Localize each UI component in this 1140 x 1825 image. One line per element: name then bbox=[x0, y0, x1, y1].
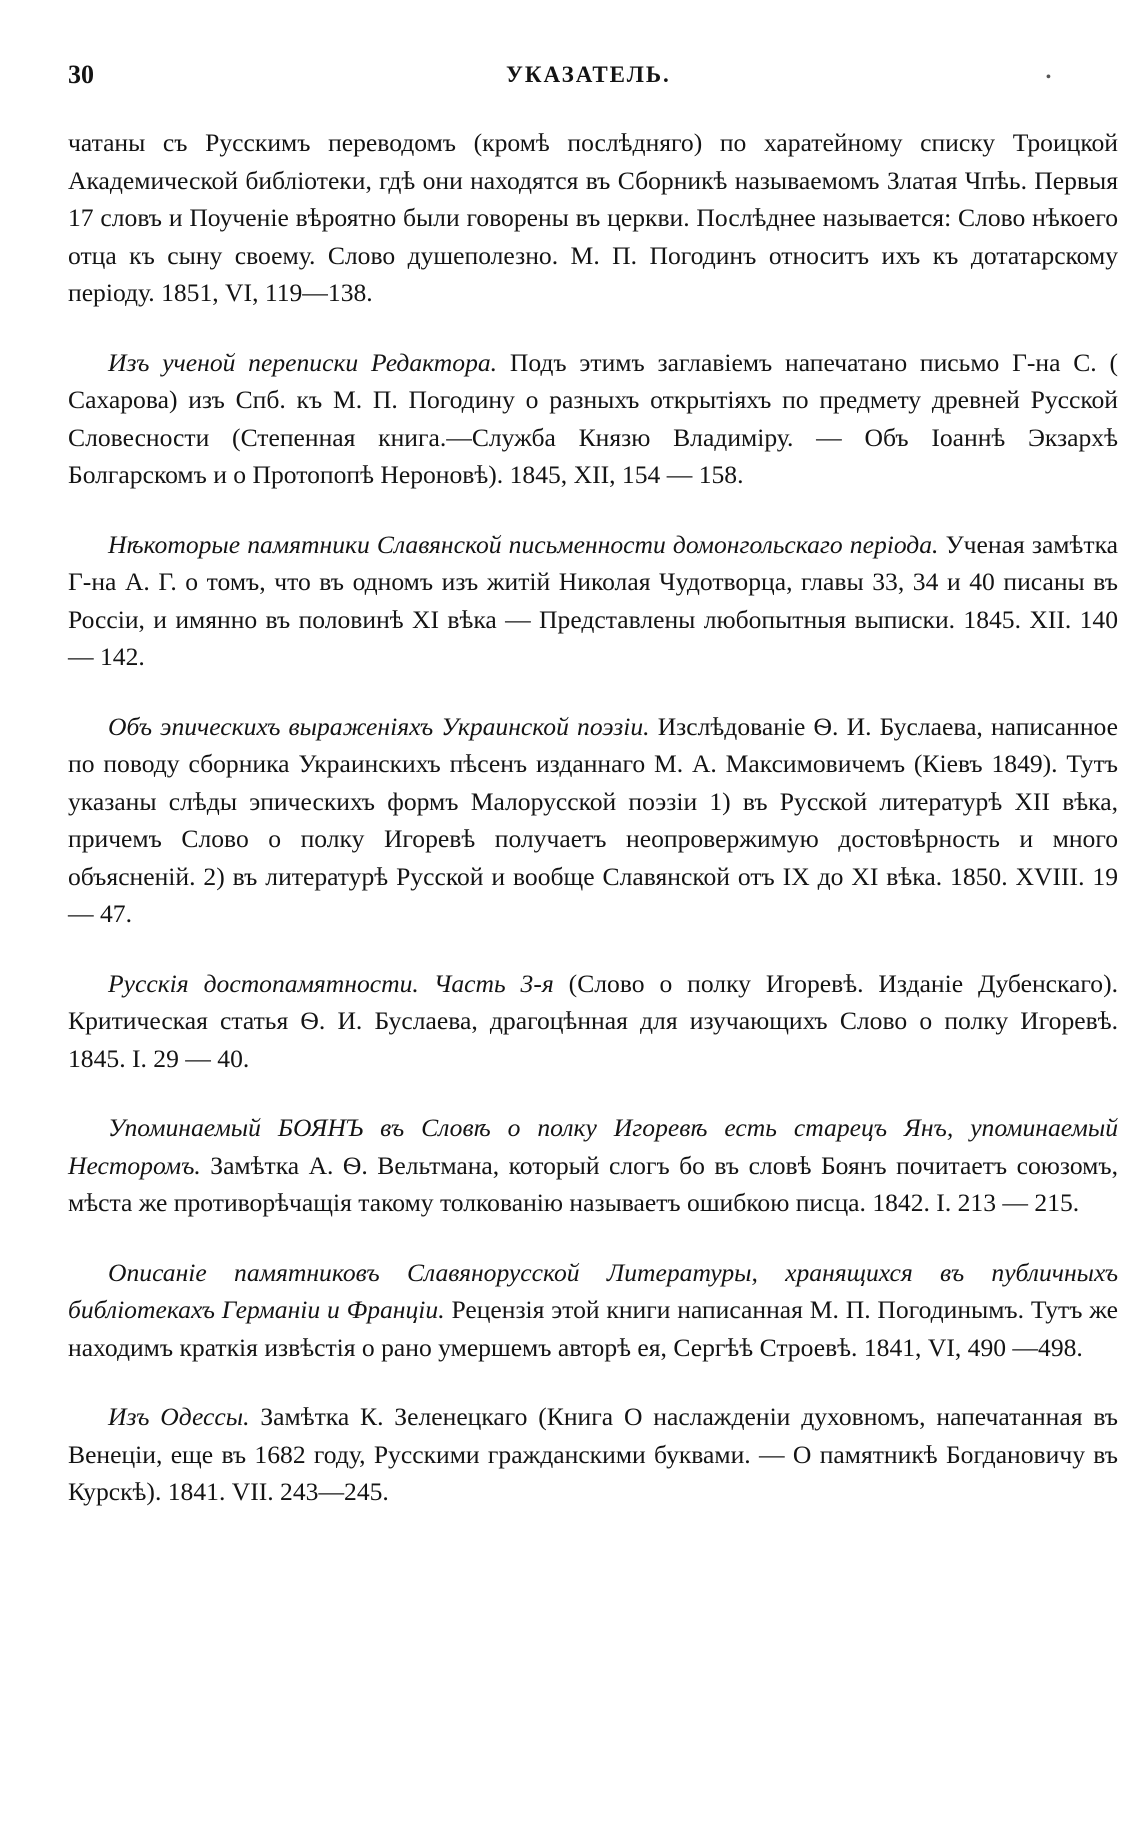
entry-paragraph bbox=[68, 965, 1118, 1078]
entry-paragraph bbox=[68, 124, 1118, 312]
page-number: 30 bbox=[68, 60, 94, 89]
entry-title: Упоминаемый БОЯНЪ въ Словѣ о полку Игоревѣ есть старецъ Янъ, упоминаемый Несторомъ. bbox=[68, 1113, 1118, 1180]
index-entry bbox=[68, 965, 1118, 1078]
index-entry bbox=[68, 1398, 1118, 1511]
entry-title: Описаніе памятниковъ Славянорусской Литературы, хранящихся въ публичныхъ библіотекахъ Германіи и Франціи. bbox=[68, 1257, 1118, 1324]
entry-text: Замѣтка А. Ѳ. Вельтмана, который слогъ бо въ словѣ Боянъ почитаетъ союзомъ, мѣста же противорѣчащія такому толкованію называетъ ошибкою писца. 1842. I. 213 — 215. bbox=[68, 1150, 1118, 1217]
entry-text: Изслѣдованіе Ѳ. И. Буслаева, написанное по поводу сборника Украинскихъ пѣсенъ изданнаго М. А. Максимовичемъ (Кіевъ 1849). Тутъ указаны слѣды эпическихъ формъ Малорусской поэзіи 1) въ Русской литературѣ XII вѣка, причемъ Слово о полку Игоревѣ получаетъ неопровержимую достовѣрность и много объясненій. 2) въ литературѣ Русской и вообще Славянской отъ IX до XI вѣка. 1850. XVIII. 19 — 47. bbox=[68, 711, 1118, 928]
index-entry-continuation bbox=[68, 124, 1118, 312]
entry-title: Изъ ученой переписки Редактора. bbox=[108, 347, 498, 377]
entry-title: Нѣкоторые памятники Славянской письменности домонгольскаго періода. bbox=[108, 529, 939, 559]
index-entry bbox=[68, 708, 1118, 933]
entry-paragraph bbox=[68, 526, 1118, 676]
entry-text: чатаны съ Русскимъ переводомъ (кромѣ послѣдняго) по харатейному списку Троицкой Академической библіотеки, гдѣ они находятся въ Сборникѣ называемомъ Златая Чпѣь. Первыя 17 словъ и Поученіе вѣроятно были говорены въ церкви. Послѣднее называется: Слово нѣкоего отца къ сыну своему. Слово душеполезно. М. П. Погодинъ относитъ ихъ къ дотатарскому періоду. 1851, VI, 119—138. bbox=[68, 128, 1118, 307]
entry-title: Русскія достопамятности. Часть 3-я bbox=[108, 968, 554, 998]
entry-title: Объ эпическихъ выраженіяхъ Украинской поэзіи. bbox=[108, 711, 650, 741]
entry-text: Замѣтка К. Зеленецкаго (Книга О наслажденіи духовномъ, напечатанная въ Венеціи, еще въ 1682 году, Русскими гражданскими буквами. — О памятникѣ Богдановичу въ Курскѣ). 1841. VII. 243—245. bbox=[68, 1402, 1118, 1506]
entry-text: (Слово о полку Игоревѣ. Изданіе Дубенскаго). Критическая статья Ѳ. И. Буслаева, драгоцѣнная для изучающихъ Слово о полку Игоревѣ. 1845. I. 29 — 40. bbox=[68, 968, 1118, 1073]
document-page bbox=[68, 52, 1118, 1511]
entry-paragraph bbox=[68, 1398, 1118, 1511]
index-entry bbox=[68, 1109, 1118, 1222]
index-entry bbox=[68, 344, 1118, 494]
entry-text: Ученая замѣтка Г-на А. Г. о томъ, что въ одномъ изъ житій Николая Чудотворца, главы 33, 34 и 40 писаны въ Россіи, и имянно въ половинѣ XI вѣка — Представлены любопытныя выписки. 1845. XII. 140 — 142. bbox=[68, 529, 1118, 671]
entry-paragraph bbox=[68, 708, 1118, 933]
stray-dot-mark: • bbox=[1046, 70, 1051, 85]
entry-paragraph bbox=[68, 1254, 1118, 1367]
entry-title: Изъ Одессы. bbox=[108, 1402, 250, 1431]
index-entry bbox=[68, 526, 1118, 676]
running-title: УКАЗАТЕЛЬ. bbox=[506, 62, 671, 87]
entry-text: Подъ этимъ заглавіемъ напечатано письмо Г-на С. ( Сахарова) изъ Спб. къ М. П. Погодину о разныхъ открытіяхъ по предмету древней Русской Словесности (Степенная книга.—Служба Князю Владиміру. — Объ Іоаннѣ Экзархѣ Болгарскомъ и о Протопопѣ Нероновѣ). 1845, XII, 154 — 158. bbox=[68, 347, 1118, 489]
index-entry bbox=[68, 1254, 1118, 1367]
entry-paragraph bbox=[68, 344, 1118, 494]
entry-paragraph bbox=[68, 1109, 1118, 1222]
entry-text: Рецензія этой книги написанная М. П. Погодинымъ. Тутъ же находимъ краткія извѣстія о рано умершемъ авторѣ ея, Сергѣѣ Строевѣ. 1841, VI, 490 —498. bbox=[68, 1295, 1118, 1362]
running-header bbox=[68, 52, 1118, 92]
